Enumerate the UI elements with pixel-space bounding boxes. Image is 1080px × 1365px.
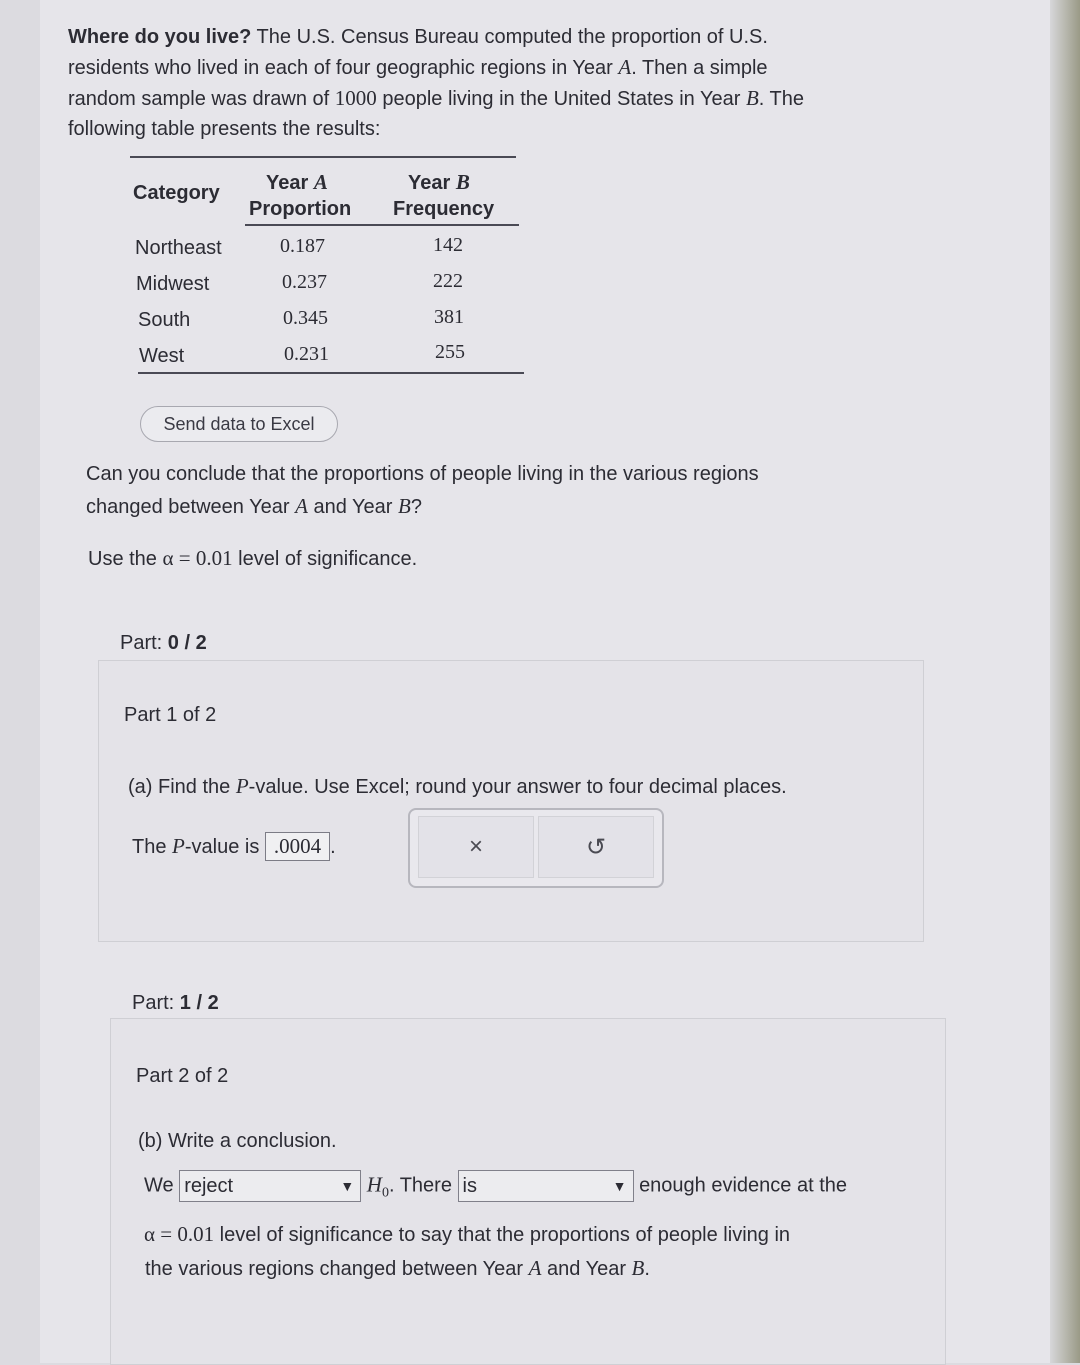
header-rule (245, 224, 519, 226)
send-to-excel-button[interactable]: Send data to Excel (140, 406, 338, 442)
dropdown-arrow-icon: ▼ (612, 1178, 627, 1194)
alpha-symbol: α (162, 546, 174, 570)
question-text: changed between Year (86, 496, 296, 518)
table-cell-category: Midwest (136, 273, 210, 295)
variable-a: A (618, 55, 632, 79)
answer-text: . (330, 836, 336, 858)
score-label: Part: (120, 632, 168, 654)
intro-text: The U.S. Census Bureau computed the proportion of U.S. (251, 26, 768, 48)
table-top-rule (130, 156, 516, 158)
intro-title: Where do you live? (68, 26, 252, 48)
variable-b: B (745, 86, 759, 110)
table-cell-frequency: 381 (434, 306, 464, 328)
clear-button[interactable] (418, 816, 534, 878)
intro-text: random sample was drawn of (68, 88, 335, 110)
table-cell-category: Northeast (135, 237, 222, 259)
table-cell-proportion: 0.345 (283, 307, 328, 329)
conclusion-line-2 (144, 1222, 924, 1247)
part1-title: Part 1 of 2 (124, 704, 217, 726)
intro-text: . Then a simple (631, 57, 768, 79)
table-cell-proportion: 0.187 (280, 235, 325, 257)
alpha-value: 0.01 (195, 546, 233, 570)
table-bottom-rule (138, 372, 524, 374)
score-label: Part: (132, 992, 180, 1014)
evidence-select[interactable] (458, 1170, 634, 1202)
undo-icon: ↺ (585, 833, 607, 861)
question-text: and Year (307, 496, 398, 518)
alpha-symbol: α (144, 1222, 156, 1246)
conclusion-text: . (644, 1258, 650, 1280)
conclusion-text: enough evidence at the (639, 1174, 848, 1197)
part1-question (128, 774, 787, 799)
part1-score (120, 632, 207, 655)
page-edge (1050, 0, 1080, 1363)
part2-question: (b) Write a conclusion. (138, 1130, 337, 1152)
dropdown-arrow-icon: ▼ (340, 1178, 355, 1194)
table-cell-frequency: 222 (433, 270, 463, 292)
intro-line-4: following table presents the results: (68, 118, 381, 140)
conclusion-text: level of significance to say that the proportions of people living in (214, 1224, 791, 1246)
variable-p: P (172, 834, 185, 858)
variable-a: A (528, 1256, 542, 1280)
part2-score (132, 992, 219, 1015)
alpha-text: Use the (88, 548, 163, 570)
close-icon: × (468, 833, 483, 860)
null-hypothesis-subscript: 0 (381, 1185, 389, 1201)
question-line-2 (86, 490, 846, 523)
variable-b: B (398, 494, 411, 518)
variable-p: P (235, 774, 249, 798)
header-year-a (266, 170, 328, 195)
header-text: Year (408, 172, 456, 194)
table-cell-category: West (139, 345, 185, 367)
evidence-select-value: is (462, 1175, 477, 1197)
variable-b: B (631, 1256, 645, 1280)
null-hypothesis: H (366, 1172, 382, 1197)
score-value: 0 / 2 (167, 632, 207, 654)
data-table (130, 156, 520, 376)
intro-line-2 (68, 52, 898, 83)
score-value: 1 / 2 (179, 992, 219, 1014)
part2-title: Part 2 of 2 (136, 1065, 229, 1087)
intro-line-1 (68, 22, 898, 52)
intro-text: . The (758, 88, 804, 110)
equals-sign: = (173, 546, 196, 570)
table-cell-frequency: 142 (433, 234, 463, 256)
sample-size: 1000 (334, 86, 377, 110)
variable-a: A (295, 494, 308, 518)
intro-text: residents who lived in each of four geographic regions in Year (68, 57, 619, 79)
alpha-text: level of significance. (232, 548, 418, 570)
part1-panel (98, 660, 924, 942)
header-var: A (313, 170, 328, 194)
problem-intro (68, 22, 898, 144)
conclusion-text: and Year (541, 1258, 632, 1280)
answer-text: The (132, 836, 173, 858)
header-category: Category (133, 182, 220, 204)
question-text: ? (410, 496, 422, 518)
table-cell-category: South (138, 309, 191, 331)
question-text: -value. Use Excel; round your answer to four decimal places. (248, 776, 787, 798)
table-cell-frequency: 255 (435, 341, 465, 363)
decision-select-value: reject (184, 1175, 234, 1197)
answer-tools (408, 808, 664, 888)
table-cell-proportion: 0.237 (282, 271, 327, 293)
equals-sign: = (155, 1222, 178, 1246)
header-year-b (408, 170, 470, 195)
header-frequency: Frequency (393, 198, 495, 220)
table-cell-proportion: 0.231 (284, 343, 329, 365)
question-text: (a) Find the (128, 776, 236, 798)
alpha-value: 0.01 (177, 1222, 215, 1246)
conclusion-text: We (144, 1174, 174, 1197)
p-value-input[interactable]: .0004 (265, 832, 330, 861)
main-question (86, 458, 846, 523)
answer-text: -value is (184, 836, 260, 858)
conclusion-text: . There (388, 1174, 452, 1197)
question-line-1: Can you conclude that the proportions of people living in the various regions (86, 463, 759, 485)
header-var: B (455, 170, 470, 194)
conclusion-text: the various regions changed between Year (145, 1258, 529, 1280)
intro-line-3 (68, 83, 898, 114)
header-text: Year (266, 172, 314, 194)
conclusion-line-3 (145, 1256, 905, 1281)
intro-text: people living in the United States in Year (376, 88, 746, 110)
p-value-answer-line (132, 832, 336, 861)
header-proportion: Proportion (249, 198, 352, 220)
undo-button[interactable] (538, 816, 654, 878)
significance-level (88, 546, 417, 571)
conclusion-line-1 (144, 1170, 904, 1202)
decision-select[interactable] (179, 1170, 361, 1202)
